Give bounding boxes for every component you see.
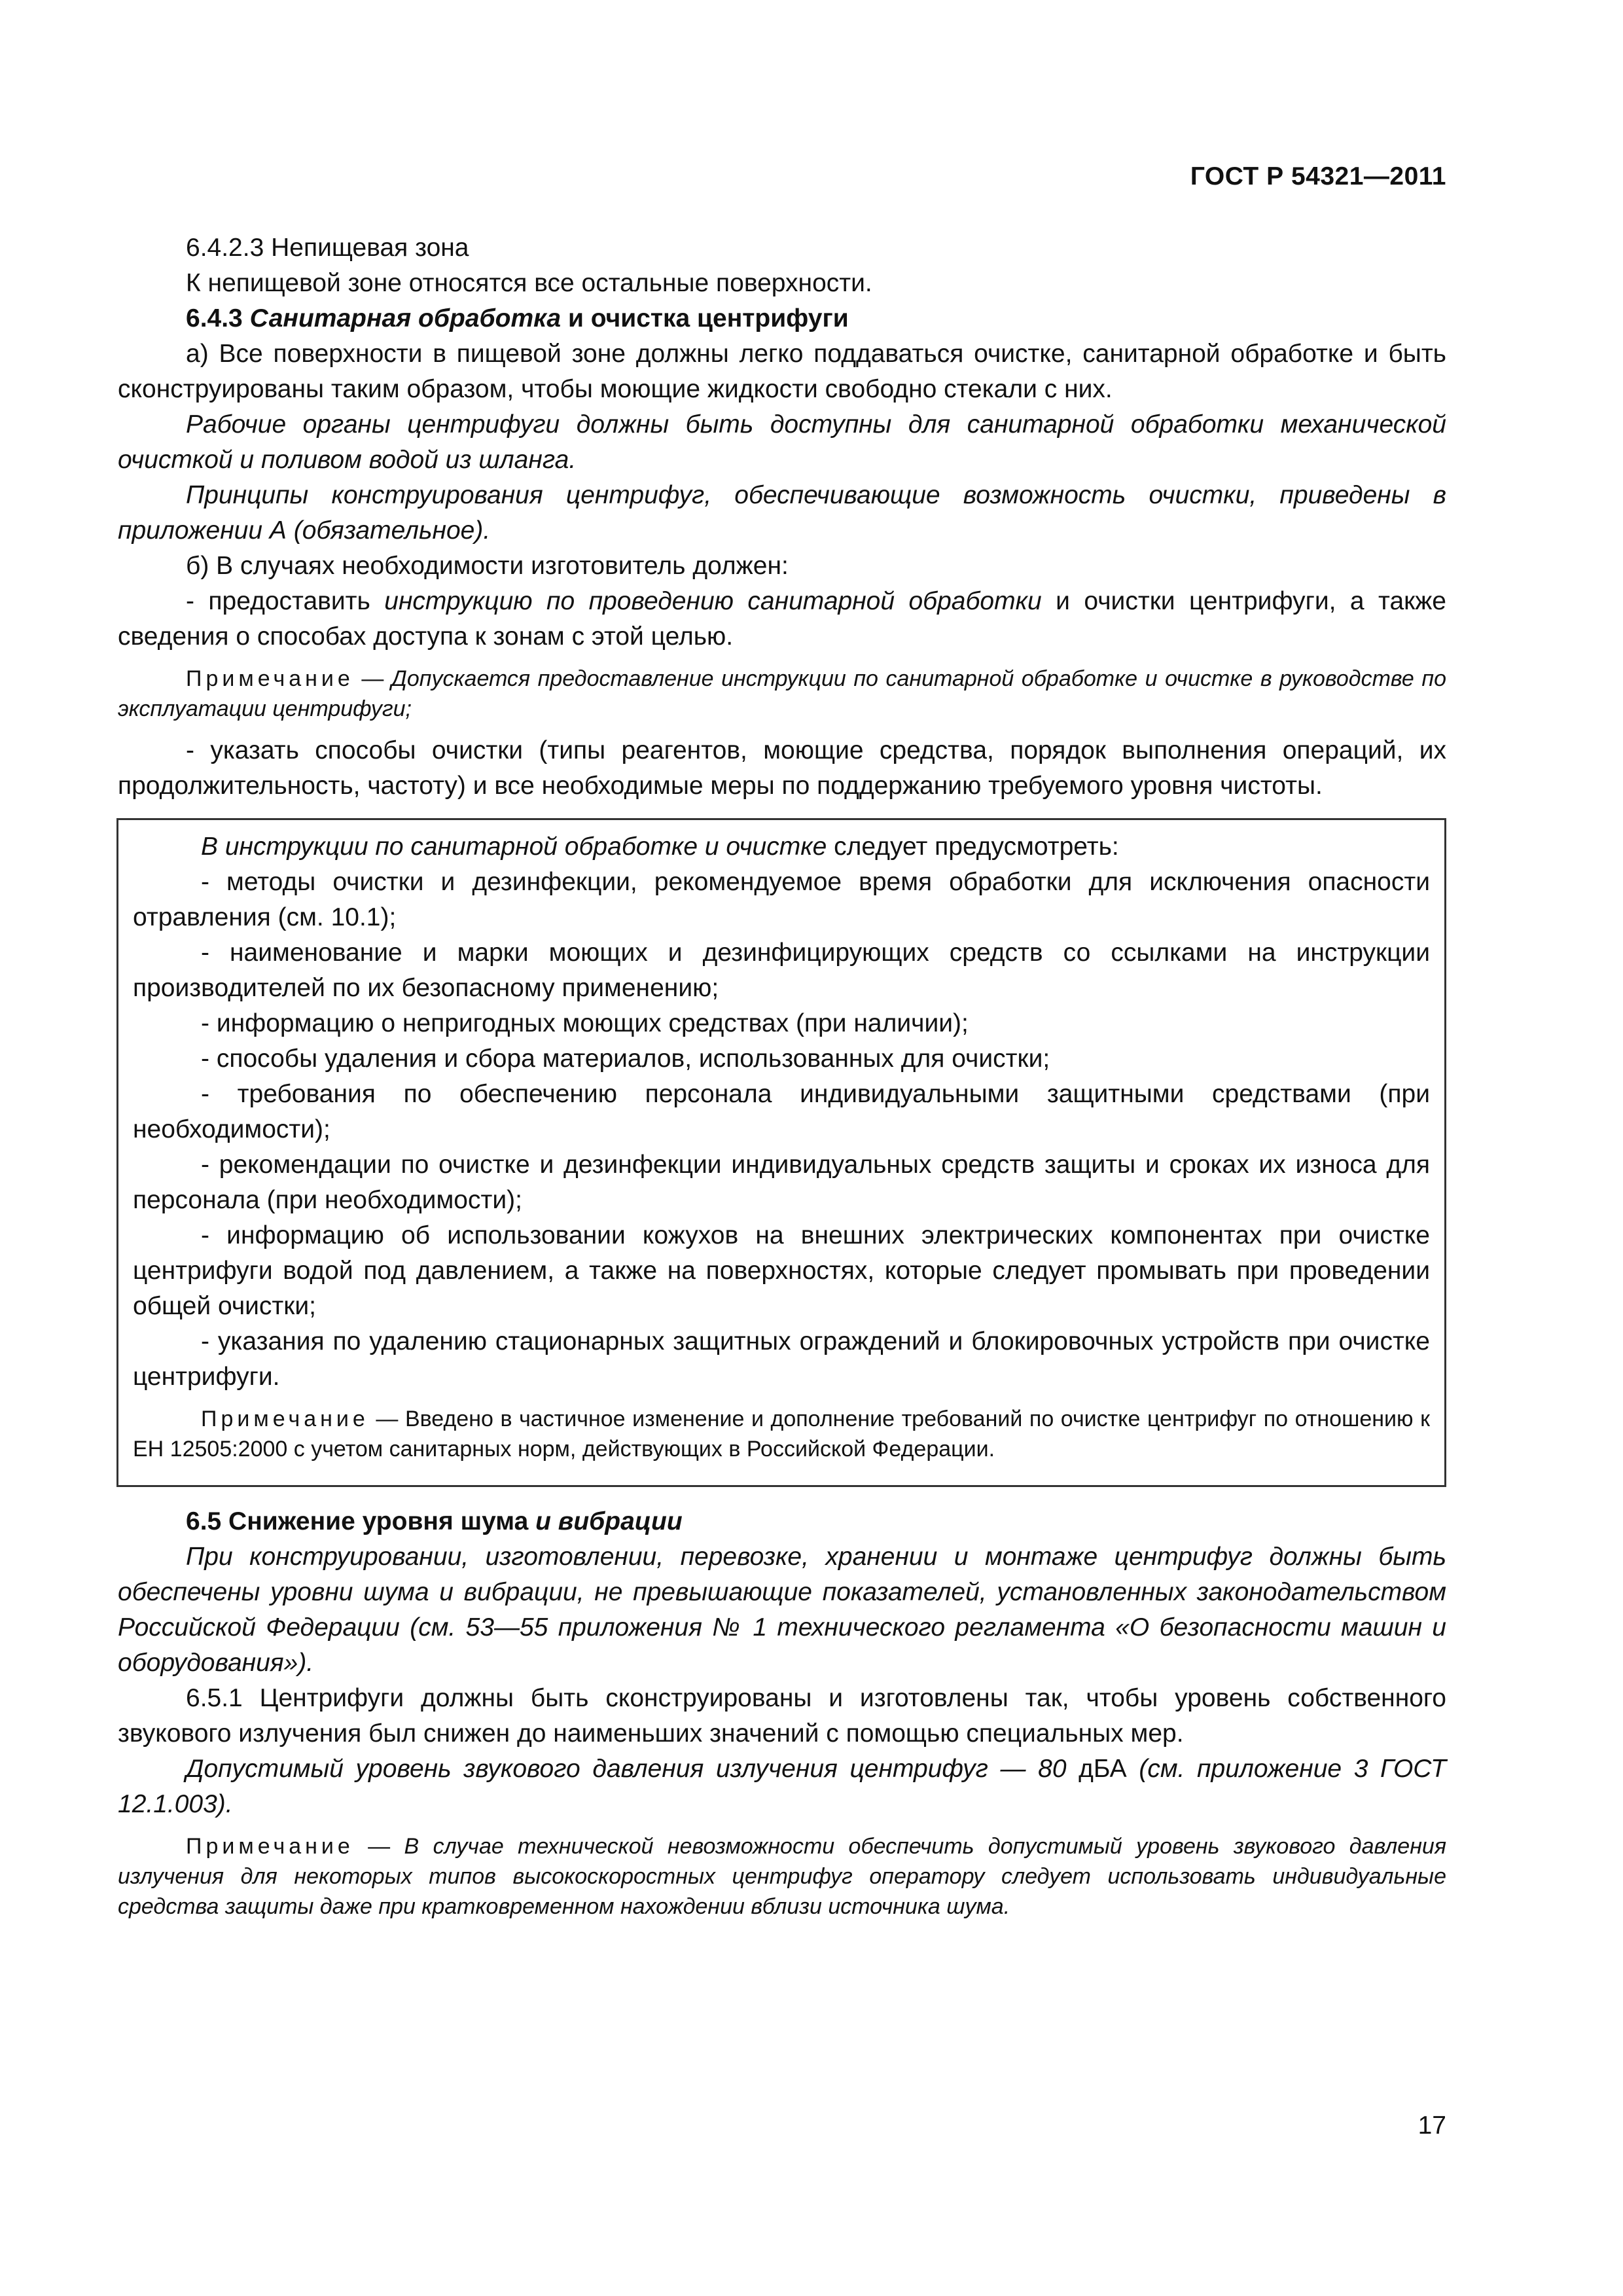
- paragraph-a: а) Все поверхности в пищевой зоне должны легко поддаваться очистке, санитарной обработке и быть сконструированы таким образом, чтобы моющие жидкости свободно стекали с них.: [118, 340, 1446, 403]
- note-2: Примечание — Введено в частичное изменение и дополнение требований по очистке центрифуг по отношению к ЕН 12505:2000 с учетом санитарных норм, действующих в Российской Федерации.: [133, 1407, 1430, 1462]
- list-item: - способы удаления и сбора материалов, использованных для очистки;: [201, 1045, 1050, 1073]
- list-item: - предоставить инструкцию по проведению санитарной обработки и очистки центрифуги, а также сведения о способах доступа к зонам с этой целью.: [118, 587, 1447, 651]
- page-number: 17: [1418, 2111, 1446, 2140]
- section-heading-6-5: 6.5 Снижение уровня шума и вибрации: [186, 1507, 683, 1535]
- list-item: - указать способы очистки (типы реагентов, моющие средства, порядок выполнения операций, их продолжительность, частоту) и все необходимые меры по поддержанию требуемого уровня чистоты.: [118, 736, 1446, 800]
- paragraph-nonfood-zone: К непищевой зоне относятся все остальные поверхности.: [186, 269, 872, 297]
- document-body: [118, 230, 1446, 1931]
- note-3: Примечание — В случае технической невозможности обеспечить допустимый уровень звукового давления излучения для некоторых типов высокоскоростных центрифуг оператору следует использовать индивидуальные средства защиты даже при кратковременном нахождении вблизи источника шума.: [118, 1834, 1446, 1919]
- clause-6-4-2-3: 6.4.2.3 Непищевая зона: [186, 234, 469, 262]
- paragraph-a-italic-2: Принципы конструирования центрифуг, обеспечивающие возможность очистки, приведены в приложении А (обязательное).: [118, 481, 1446, 545]
- document-header: ГОСТ Р 54321—2011: [1190, 162, 1446, 190]
- section-heading-6-4-3: 6.4.3 Санитарная обработка и очистка центрифуги: [186, 304, 849, 332]
- paragraph-noise-level: Допустимый уровень звукового давления излучения центрифуг — 80 дБА (см. приложение 3 ГОСТ 12.1.003).: [118, 1755, 1446, 1818]
- list-item: - информацию о непригодных моющих средствах (при наличии);: [201, 1009, 969, 1037]
- list-item: - наименование и марки моющих и дезинфицирующих средств со ссылками на инструкции производителей по их безопасному применению;: [133, 939, 1430, 1002]
- list-item: - методы очистки и дезинфекции, рекомендуемое время обработки для исключения опасности отравления (см. 10.1);: [133, 868, 1430, 931]
- note-1: Примечание — Допускается предоставление инструкции по санитарной обработке и очистке в руководстве по эксплуатации центрифуги;: [118, 666, 1446, 721]
- paragraph-b: б) В случаях необходимости изготовитель должен:: [186, 552, 789, 580]
- list-item: - требования по обеспечению персонала индивидуальными защитными средствами (при необходимости);: [133, 1080, 1430, 1143]
- framed-block-intro: В инструкции по санитарной обработке и очистке следует предусмотреть:: [201, 833, 1119, 861]
- framed-block: [116, 818, 1446, 1487]
- clause-6-5-1: 6.5.1 Центрифуги должны быть сконструированы и изготовлены так, чтобы уровень собственного звукового излучения был снижен до наименьших значений с помощью специальных мер.: [118, 1684, 1446, 1748]
- paragraph-6-5-italic: При конструировании, изготовлении, перевозке, хранении и монтаже центрифуг должны быть обеспечены уровни шума и вибрации, не превышающие показателей, установленных законодательством Российской Федерации (см. 53—55 приложения № 1 технического регламента «О безопасности машин и оборудования»).: [118, 1543, 1446, 1677]
- list-item: - рекомендации по очистке и дезинфекции индивидуальных средств защиты и сроках их износа для персонала (при необходимости);: [133, 1151, 1430, 1214]
- paragraph-a-italic-1: Рабочие органы центрифуги должны быть доступны для санитарной обработки механической очисткой и поливом водой из шланга.: [118, 410, 1446, 474]
- list-item: - указания по удалению стационарных защитных ограждений и блокировочных устройств при очистке центрифуги.: [133, 1327, 1430, 1391]
- list-item: - информацию об использовании кожухов на внешних электрических компонентах при очистке центрифуги водой под давлением, а также на поверхностях, которые следует промывать при проведении общей очистки;: [133, 1221, 1430, 1320]
